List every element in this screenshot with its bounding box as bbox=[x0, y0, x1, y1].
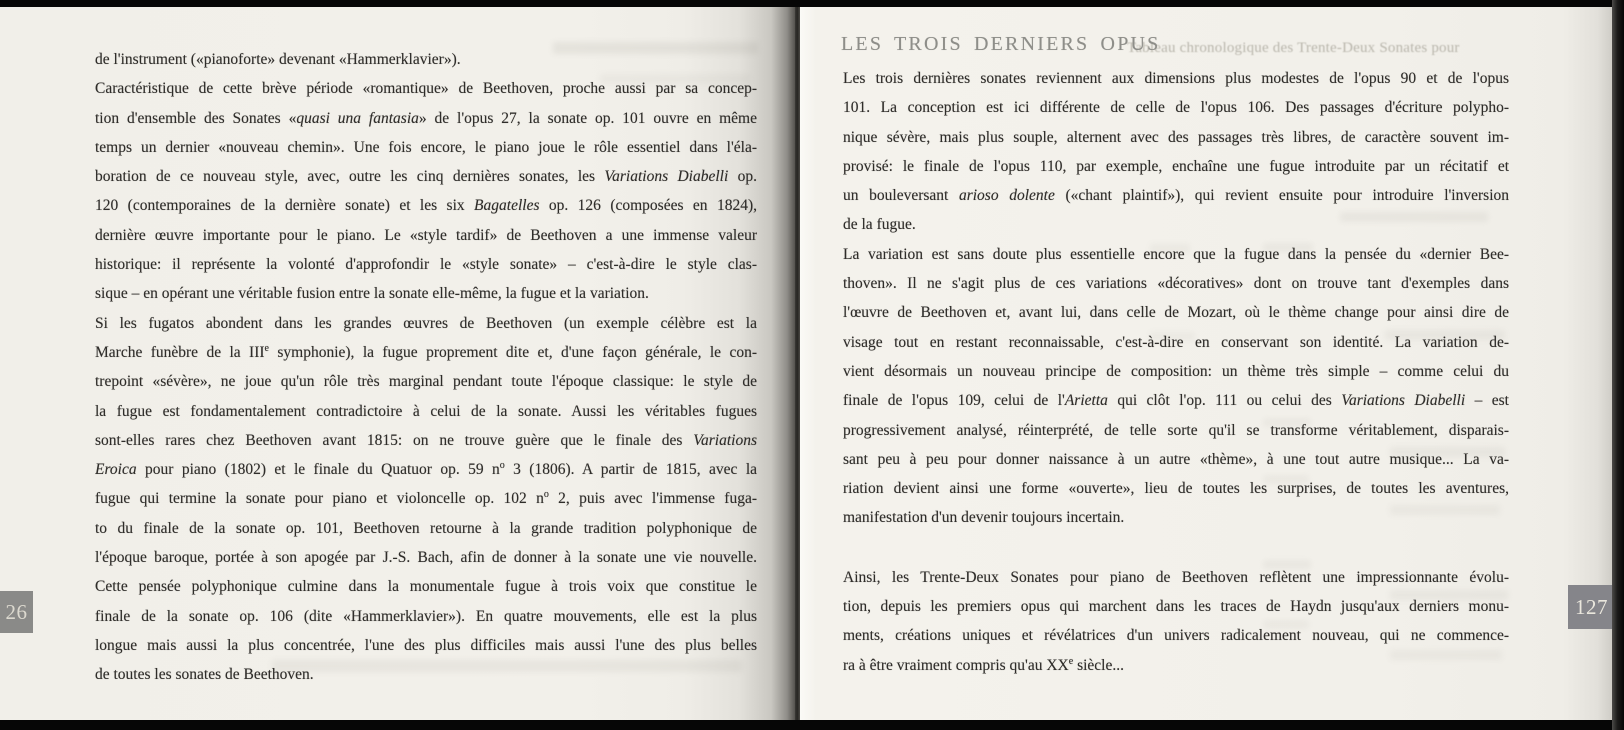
text-line: Si les fugatos abondent dans les grandes œuvres de Beethoven (un exemple célèbre est la bbox=[95, 314, 757, 332]
text-line: manifestation d'un devenir toujours incertain. bbox=[843, 509, 1125, 527]
text-line: un bouleversant arioso dolente («chant plaintif»), qui revient ensuite pour introduire l'inversion bbox=[843, 187, 1509, 205]
paragraph bbox=[843, 240, 1509, 533]
text-line: fugue qui termine la sonate pour piano et violoncelle op. 102 $n^o$ 2, puis avec l'immense fuga- bbox=[95, 489, 757, 508]
page-number: 26 bbox=[5, 599, 28, 624]
text-line: Marche funèbre de la IIIe symphonie), la fugue proprement dite et, d'une façon générale, le con- bbox=[95, 342, 757, 361]
text-line: nique sévère, mais plus souple, alternent avec des passages très libres, de caractère souvent im- bbox=[843, 128, 1509, 146]
right-page-number-box bbox=[1568, 585, 1615, 629]
ghost-showthrough-text: Tableau chronologique des Trente-Deux Sonates pour bbox=[1127, 40, 1460, 56]
text-line: Ainsi, les Trente-Deux Sonates pour piano de Beethoven reflètent une impressionnante évolu- bbox=[843, 568, 1509, 586]
text-line: Les trois dernières sonates reviennent aux dimensions plus modestes de l'opus 90 et de l'opus bbox=[843, 70, 1509, 87]
text-line: Caractéristique de cette brève période «romantique» de Beethoven, proche aussi par sa concep- bbox=[95, 80, 757, 98]
paragraph bbox=[95, 74, 757, 308]
text-line: provisé: le finale de l'opus 110, par exemple, enchaîne une fugue introduite par un récitatif et bbox=[843, 157, 1509, 175]
text-line: to du finale de la sonate op. 101, Beethoven retourne à la grande tradition polyphonique de bbox=[95, 519, 757, 537]
scan-edge-bottom bbox=[0, 720, 1624, 730]
text-line: ments, créations uniques et révélatrices d'un univers radicalement nouveau, qui ne commence- bbox=[843, 627, 1509, 645]
text-line: sont-elles rares chez Beethoven avant 1815: on ne trouve guère que le finale des Variations bbox=[95, 431, 757, 449]
text-line: dernière œuvre importante pour le piano. Le «style tardif» de Beethoven a une immense valeur bbox=[95, 226, 757, 244]
paragraph bbox=[843, 563, 1509, 680]
text-line: la fugue est fondamentalement contradictoire à celui de la sonate. Aussi les véritables fugues bbox=[95, 402, 757, 420]
text-line: de la fugue. bbox=[843, 216, 916, 234]
text-line: La variation est sans doute plus essentielle encore que la fugue dans la pensée du «dernier Bee- bbox=[843, 245, 1509, 263]
text-line: Cette pensée polyphonique culmine dans la monumentale fugue à trois voix que constitue le bbox=[95, 578, 757, 596]
section-heading: LES TROIS DERNIERS OPUS bbox=[841, 33, 1161, 55]
text-line: visage tout en restant reconnaissable, c'est-à-dire en conservant son identité. La variation de- bbox=[843, 333, 1509, 351]
text-line: ra à être vraiment compris qu'au XXe siècle... bbox=[843, 655, 1124, 674]
text-line: Eroica pour piano (1802) et le finale du Quatuor op. 59 $n^o$ 3 (1806). A partir de 1815, avec la bbox=[95, 460, 757, 479]
text-line: riation devient ainsi une forme «ouverte», lieu de toutes les surprises, de toutes les aventures, bbox=[843, 480, 1509, 498]
text-line: tion d'ensemble des Sonates «quasi una fantasia» de l'opus 27, la sonate op. 101 ouvre en même bbox=[95, 109, 757, 127]
text-line: trepoint «sévère», ne joue qu'un rôle très marginal pendant toute l'époque classique: le style de bbox=[95, 373, 757, 391]
left-page-number-box bbox=[0, 591, 33, 633]
paragraph bbox=[843, 64, 1509, 240]
text-line: finale de la sonate op. 106 (dite «Hammerklavier»). En quatre mouvements, elle est la plus bbox=[95, 607, 757, 625]
text-line: progressivement analysé, réinterprété, de telle sorte qu'il se transforme véritablement, disparais- bbox=[843, 421, 1509, 439]
text-line: thoven». Il ne s'agit plus de ces variations «décoratives» dont on trouve tant d'exemples dans bbox=[843, 275, 1509, 293]
text-line: historique: il représente la volonté d'approfondir le «style sonate» – c'est-à-dire le style clas- bbox=[95, 256, 757, 274]
text-line: sant peu à peu pour donner naissance à un autre «thème», à une tout autre musique... La va- bbox=[843, 450, 1509, 468]
text-line: temps un dernier «nouveau chemin». Une fois encore, le piano joue le rôle essentiel dans l'éla- bbox=[95, 138, 757, 156]
text-line: l'époque baroque, portée à son apogée par J.-S. Bach, afin de donner à la sonate une vie nouvelle. bbox=[95, 549, 757, 567]
text-line: l'œuvre de Beethoven et, avant lui, dans celle de Mozart, où le thème change pour ainsi dire de bbox=[843, 304, 1509, 322]
page-number: 127 bbox=[1575, 594, 1608, 619]
text-line: boration de ce nouveau style, avec, outre les cinq dernières sonates, les Variations Diabelli op. bbox=[95, 168, 757, 186]
text-line: longue mais aussi la plus concentrée, l'une des plus difficiles mais aussi l'une des plus belles bbox=[95, 636, 757, 654]
scan-edge-top bbox=[0, 0, 1624, 7]
page-gutter bbox=[795, 0, 800, 730]
paragraph bbox=[95, 45, 757, 74]
text-line: tion, depuis les premiers opus qui marchent dans les traces de Haydn jusqu'aux derniers monu- bbox=[843, 598, 1509, 616]
scan-edge-right bbox=[1612, 0, 1624, 730]
text-line: de toutes les sonates de Beethoven. bbox=[95, 666, 314, 684]
text-line: vient désormais un nouveau principe de composition: un thème très simple – comme celui du bbox=[843, 362, 1509, 380]
text-line: finale de l'opus 109, celui de l'Arietta qui clôt l'op. 111 ou celui des Variations Diabelli – est bbox=[843, 392, 1509, 410]
left-page-text bbox=[95, 45, 757, 690]
text-line: sique – en opérant une véritable fusion entre la sonate elle-même, la fugue et la variation. bbox=[95, 285, 649, 303]
text-line: 101. La conception est ici différente de celle de l'opus 106. Des passages d'écriture polypho- bbox=[843, 99, 1509, 117]
text-line: 120 (contemporaines de la dernière sonate) et les six Bagatelles op. 126 (composées en 1824), bbox=[95, 197, 757, 215]
right-page-text bbox=[843, 64, 1509, 680]
text-line: de l'instrument («pianoforte» devenant «Hammerklavier»). bbox=[95, 51, 461, 68]
paragraph bbox=[95, 309, 757, 690]
